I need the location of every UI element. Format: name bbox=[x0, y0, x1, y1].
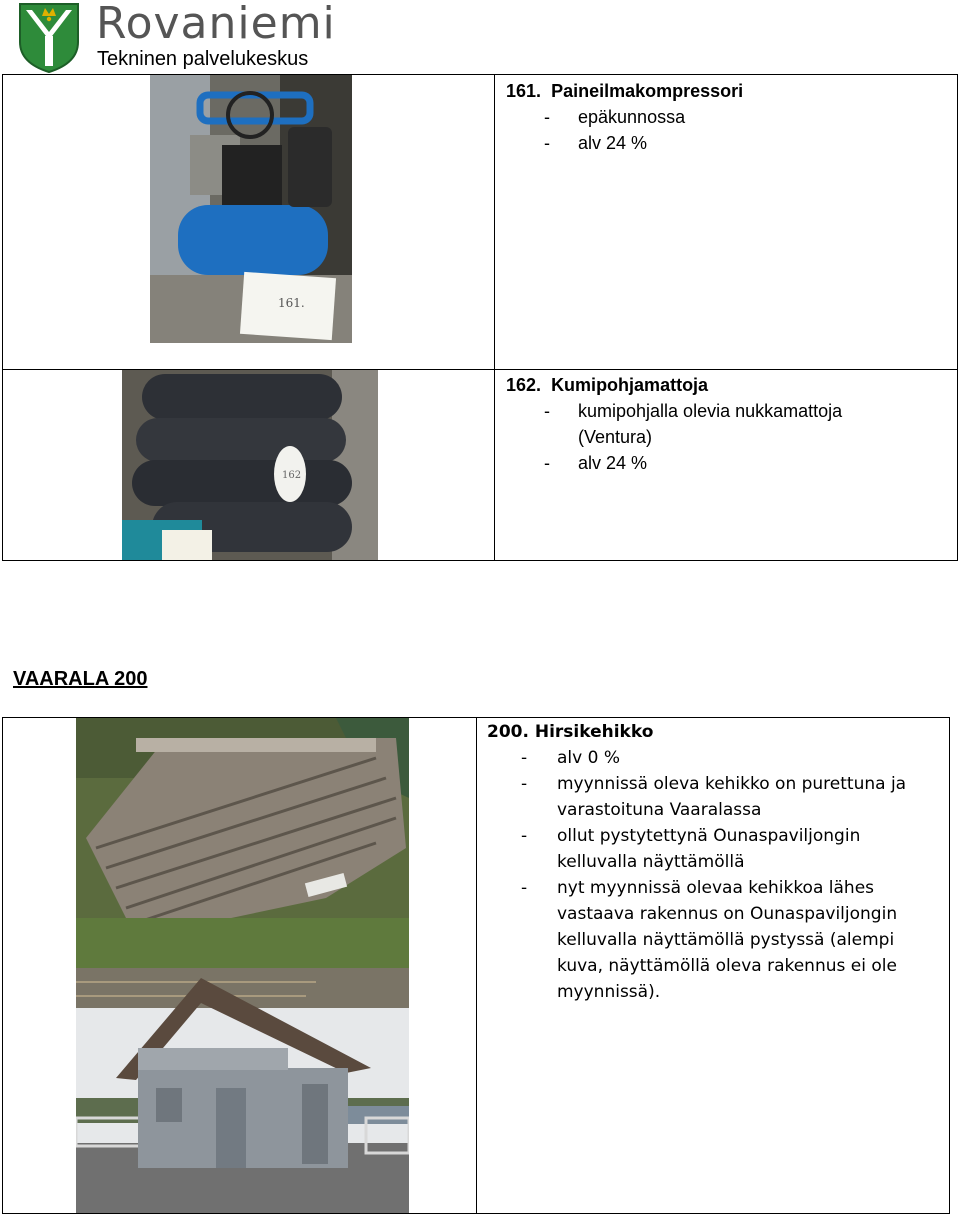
item-number: 162. bbox=[506, 375, 542, 395]
item-162-description bbox=[495, 370, 957, 476]
rubber-mats-photo bbox=[122, 370, 378, 560]
table-row bbox=[3, 370, 958, 561]
photo-label: 161. bbox=[278, 296, 305, 310]
floating-stage-building-photo bbox=[76, 968, 409, 1213]
rovaniemi-coat-of-arms-logo bbox=[18, 2, 80, 74]
items-table-top bbox=[2, 74, 958, 561]
item-number: 161. bbox=[506, 81, 542, 101]
description-cell bbox=[477, 718, 950, 1214]
photo-cell bbox=[3, 75, 495, 370]
photo-cell bbox=[3, 718, 477, 1214]
item-200-title: 200. Hirsikehikko bbox=[487, 722, 654, 742]
item-title: Kumipohjamattoja bbox=[551, 375, 709, 395]
item-161-description bbox=[495, 75, 957, 156]
description-cell bbox=[495, 75, 958, 370]
photo-cell bbox=[3, 370, 495, 561]
brand-subtitle: Tekninen palvelukeskus bbox=[97, 48, 309, 70]
section-heading: VAARALA 200 bbox=[13, 668, 148, 690]
brand-name: Rovaniemi bbox=[96, 0, 336, 49]
description-cell bbox=[495, 370, 958, 561]
items-table-bottom bbox=[2, 717, 950, 1214]
table-row bbox=[3, 75, 958, 370]
compressor-photo bbox=[150, 75, 352, 343]
list-item: - alv 24 % bbox=[544, 453, 648, 473]
list-item: - myynnissä oleva kehikko on purettuna ja varastoituna Vaaralassa bbox=[521, 774, 907, 820]
list-item: - epäkunnossa bbox=[544, 107, 686, 127]
photo-label: 162 bbox=[282, 470, 302, 481]
list-item: - nyt myynnissä olevaa kehikkoa lähes vastaava rakennus on Ounaspaviljongin kelluvalla näyttämöllä pystyssä (alempi kuva, näyttämöllä oleva rakennus ei ole myynnissä). bbox=[521, 878, 898, 1002]
item-161-title bbox=[506, 78, 957, 104]
list-item: - alv 24 % bbox=[544, 133, 648, 153]
table-row bbox=[3, 718, 950, 1214]
list-item: - kumipohjalla olevia nukkamattoja (Ventura) bbox=[544, 401, 843, 447]
item-162-title bbox=[506, 372, 957, 398]
item-200-description bbox=[477, 718, 937, 1005]
log-frame-pile-photo bbox=[76, 718, 409, 968]
list-item: - alv 0 % bbox=[521, 748, 620, 768]
list-item: - ollut pystytettynä Ounaspaviljongin kelluvalla näyttämöllä bbox=[521, 826, 861, 872]
item-title: Paineilmakompressori bbox=[551, 81, 744, 101]
